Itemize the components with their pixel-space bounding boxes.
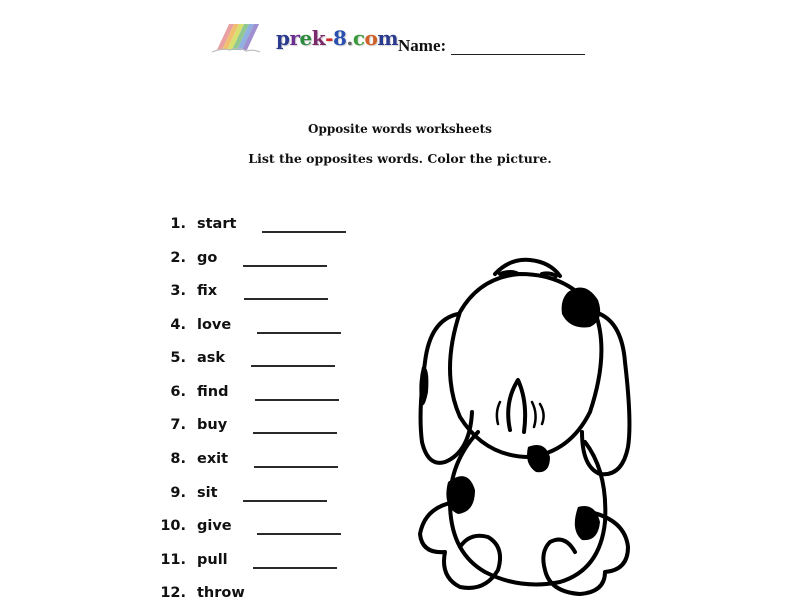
item-word: fix	[197, 283, 218, 299]
item-number: 2.	[170, 250, 186, 266]
item-number: 10.	[160, 518, 186, 534]
item-number: 5.	[170, 350, 186, 366]
item-number: 8.	[170, 451, 186, 467]
name-label: Name:	[398, 36, 447, 55]
logo-letter: 8	[332, 26, 347, 50]
answer-blank[interactable]	[257, 533, 341, 535]
answer-blank[interactable]	[253, 567, 337, 569]
item-number: 11.	[160, 552, 186, 568]
logo-letter: k	[311, 26, 326, 50]
answer-blank[interactable]	[262, 231, 346, 233]
item-number: 9.	[170, 485, 186, 501]
item-number: 1.	[170, 216, 186, 232]
item-word: love	[197, 317, 232, 333]
rainbow-icon	[210, 22, 262, 54]
worksheet-header	[0, 0, 800, 70]
puppy-drawing-icon	[400, 252, 640, 600]
name-input-line[interactable]	[451, 54, 585, 55]
logo-letter: c	[352, 26, 365, 50]
logo-letter: o	[364, 26, 378, 50]
logo-letter: r	[289, 26, 300, 50]
logo-letter: p	[276, 26, 290, 50]
logo-letter: -	[325, 26, 333, 50]
item-word: go	[197, 250, 218, 266]
worksheet-title: Opposite words worksheets	[308, 122, 492, 136]
answer-blank[interactable]	[243, 265, 327, 267]
answer-blank[interactable]	[257, 332, 341, 334]
item-word: start	[197, 216, 237, 232]
answer-blank[interactable]	[251, 365, 335, 367]
item-word: give	[197, 518, 232, 534]
item-word: sit	[197, 485, 218, 501]
item-number: 4.	[170, 317, 186, 333]
item-word: find	[197, 384, 229, 400]
item-word: throw	[197, 585, 245, 601]
answer-blank[interactable]	[244, 298, 328, 300]
answer-blank[interactable]	[253, 432, 337, 434]
site-logo	[276, 26, 398, 50]
answer-blank[interactable]	[254, 466, 338, 468]
logo-letter: e	[299, 26, 312, 50]
item-word: buy	[197, 417, 228, 433]
item-number: 6.	[170, 384, 186, 400]
item-number: 12.	[160, 585, 186, 601]
item-number: 3.	[170, 283, 186, 299]
item-word: exit	[197, 451, 229, 467]
logo-letter: .	[346, 26, 353, 50]
worksheet-instructions: List the opposites words. Color the picture.	[248, 151, 552, 166]
item-word: pull	[197, 552, 228, 568]
answer-blank[interactable]	[243, 500, 327, 502]
answer-blank[interactable]	[255, 399, 339, 401]
logo-letter: m	[377, 26, 399, 50]
item-word: ask	[197, 350, 226, 366]
item-number: 7.	[170, 417, 186, 433]
